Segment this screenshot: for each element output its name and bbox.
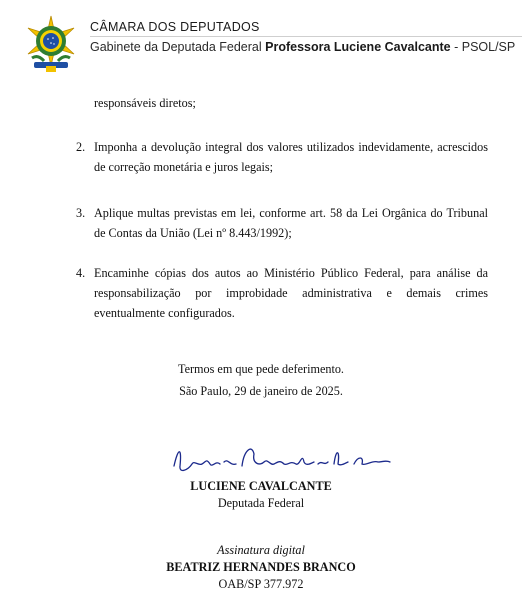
list-item-line: Imponha a devolução integral dos valores utilizados indevidamente, acrescidos bbox=[94, 140, 488, 154]
office-prefix: Gabinete da Deputada Federal bbox=[90, 40, 266, 54]
signer-name: LUCIENE CAVALCANTE bbox=[190, 479, 332, 493]
item-number: 4. bbox=[76, 266, 86, 280]
list-item-line: de correção monetária e juros legais; bbox=[94, 160, 274, 174]
letterhead bbox=[0, 0, 522, 90]
list-item-line: responsabilização por improbidade administrativa e demais crimes bbox=[94, 286, 488, 300]
closing-request: Termos em que pede deferimento. bbox=[178, 362, 344, 376]
coat-of-arms-icon bbox=[24, 14, 78, 74]
header-divider bbox=[90, 36, 522, 37]
signer-role: Deputada Federal bbox=[217, 496, 305, 510]
list-item-line: de Contas da União (Lei nº 8.443/1992); bbox=[94, 226, 292, 240]
list-item-line: Encaminhe cópias dos autos ao Ministério Público Federal, para análise da bbox=[94, 266, 488, 280]
list-item bbox=[94, 203, 488, 243]
place-date: São Paulo, 29 de janeiro de 2025. bbox=[179, 384, 343, 398]
item-number: 3. bbox=[76, 206, 86, 220]
list-item-line: Aplique multas previstas em lei, conforme art. 58 da Lei Orgânica do Tribunal bbox=[94, 206, 488, 220]
attorney-registration: OAB/SP 377.972 bbox=[218, 577, 304, 591]
office-suffix: - PSOL/SP bbox=[450, 40, 516, 54]
attorney-name: BEATRIZ HERNANDES BRANCO bbox=[166, 560, 356, 574]
office-deputy-name: Professora Luciene Cavalcante bbox=[265, 40, 451, 54]
list-item bbox=[94, 263, 488, 323]
office-name bbox=[90, 40, 515, 54]
item-number: 2. bbox=[76, 140, 86, 154]
list-item-line: eventualmente configurados. bbox=[94, 306, 235, 320]
continuation-text: responsáveis diretos; bbox=[94, 96, 196, 110]
digital-signature-label: Assinatura digital bbox=[217, 543, 305, 557]
list-item bbox=[94, 137, 488, 177]
org-name: CÂMARA DOS DEPUTADOS bbox=[90, 20, 260, 34]
